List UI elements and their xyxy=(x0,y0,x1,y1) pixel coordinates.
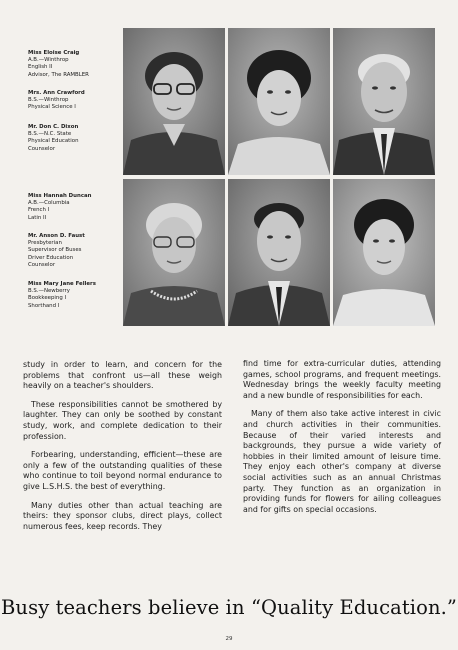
teacher-subject: Physical Education xyxy=(28,138,79,145)
teacher-name: Miss Eloise Craig xyxy=(28,50,80,56)
teacher-subject: English II xyxy=(28,64,53,71)
teacher-subject: Advisor, The RAMBLER xyxy=(28,71,89,78)
teacher-subject: Physical Science I xyxy=(28,104,76,111)
teacher-name: Miss Mary Jane Fellers xyxy=(28,281,96,287)
paragraph: study in order to learn, and concern for the problems that confront us—all these weigh heavily on a teacher's shoulders. xyxy=(23,360,222,391)
teacher-degree: B.S.—Winthrop xyxy=(28,97,69,104)
teacher-degree: Presbyterian xyxy=(28,240,62,247)
caption-eloise-craig xyxy=(28,50,124,79)
page-number: 29 xyxy=(225,636,233,642)
portrait-hannah-duncan xyxy=(123,179,225,326)
caption-ann-crawford xyxy=(28,90,124,112)
body-text-right-column xyxy=(243,359,441,523)
teacher-subject: Latin II xyxy=(28,214,47,221)
caption-hannah-duncan xyxy=(28,193,124,222)
caption-mary-jane-fellers xyxy=(28,281,124,310)
body-text-left-column xyxy=(23,360,222,540)
teacher-name: Mr. Don C. Dixon xyxy=(28,124,79,130)
teacher-subject: Driver Education xyxy=(28,254,74,261)
teacher-degree: A.B.—Columbia xyxy=(28,200,70,207)
portrait-anson-faust xyxy=(228,179,330,326)
teacher-subject: French I xyxy=(28,207,50,214)
paragraph: Many duties other than actual teaching are theirs: they sponsor clubs, direct plays, collect numerous fees, keep records. They xyxy=(23,500,222,531)
portrait-grid xyxy=(123,28,435,326)
portrait-ann-crawford xyxy=(228,28,330,175)
paragraph: These responsibilities cannot be smothered by laughter. They can only be soothed by constant study, work, and complete dedication to their profession. xyxy=(23,399,222,441)
paragraph: find time for extra-curricular duties, attending games, school programs, and frequent meetings. Wednesday brings the weekly faculty meeting and a new bundle of responsibilities for each. xyxy=(243,359,441,400)
page-headline: Busy teachers believe in “Quality Education.” xyxy=(1,596,457,619)
teacher-subject: Supervisor of Buses xyxy=(28,247,82,254)
teacher-subject: Bookkeeping I xyxy=(28,295,67,302)
caption-don-dixon xyxy=(28,124,124,153)
teacher-subject: Shorthand I xyxy=(28,302,60,309)
teacher-degree: B.S.—N.C. State xyxy=(28,131,72,138)
teacher-degree: A.B.—Winthrop xyxy=(28,57,69,64)
portrait-don-dixon xyxy=(333,28,435,175)
paragraph: Forbearing, understanding, efficient—these are only a few of the outstanding qualities of these who continue to toil beyond normal endurance to give L.S.H.S. the best of everything. xyxy=(23,450,222,491)
caption-anson-faust xyxy=(28,233,124,269)
paragraph: Many of them also take active interest in civic and church activities in their communities. Because of their varied interests and backgrounds, they pursue a wide variety of hobbies in their limited amount of leisure time. They enjoy each other's company at diverse social activities such as an annual Christmas party. They function as an organization in providing funds for flowers for ailing colleagues and for gifts on special occasions. xyxy=(243,409,441,514)
portrait-eloise-craig xyxy=(123,28,225,175)
teacher-name: Mrs. Ann Crawford xyxy=(28,90,85,96)
teacher-name: Miss Hannah Duncan xyxy=(28,193,92,199)
portrait-mary-jane-fellers xyxy=(333,179,435,326)
teacher-subject: Counselor xyxy=(28,261,56,268)
teacher-degree: B.S.—Newberry xyxy=(28,288,70,295)
teacher-name: Mr. Anson D. Faust xyxy=(28,233,85,239)
teacher-subject: Counselor xyxy=(28,145,56,152)
